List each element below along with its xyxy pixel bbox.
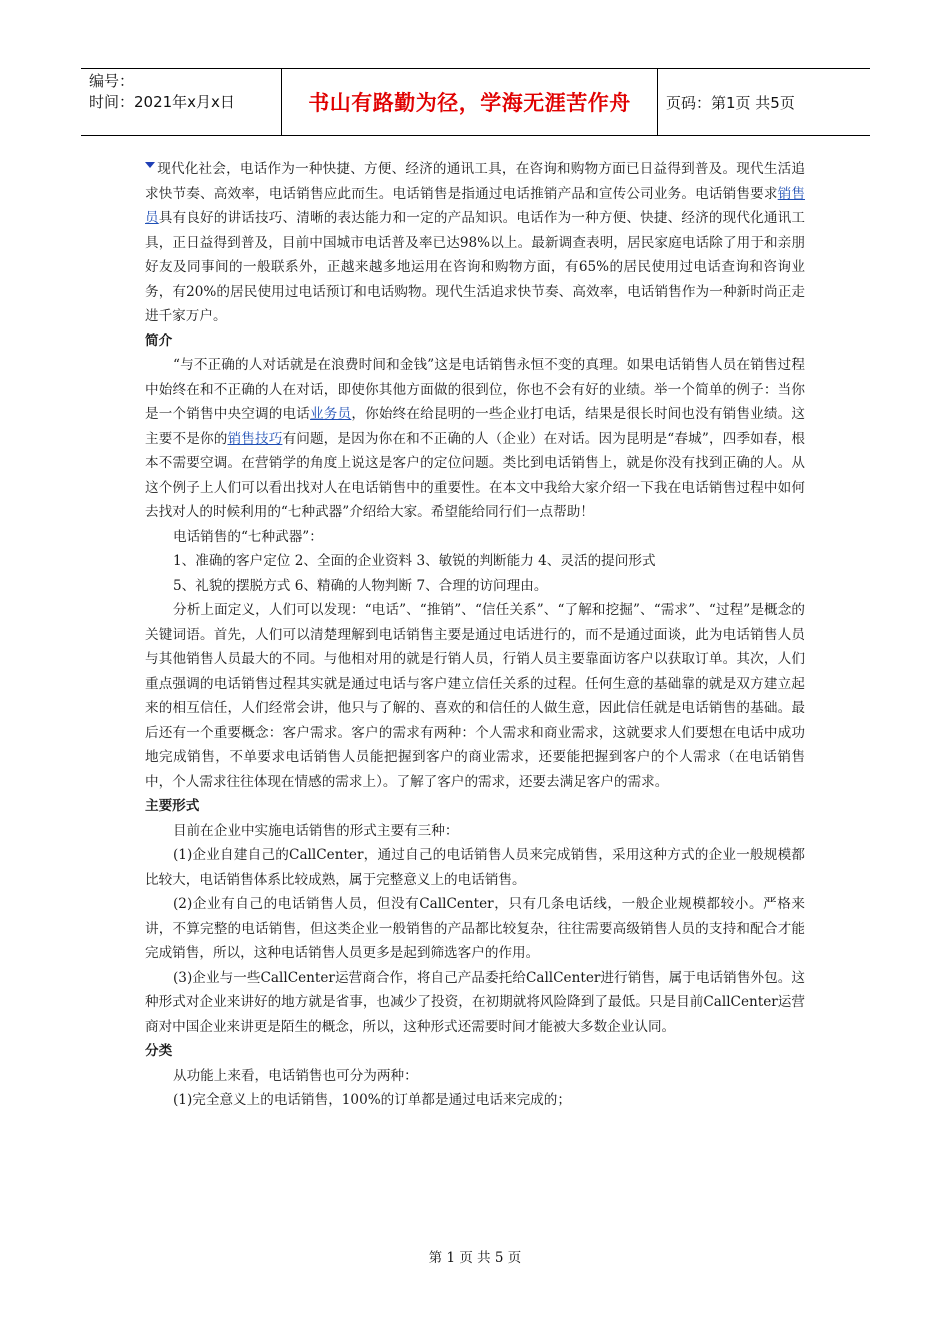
link-salesperson[interactable]: 销售员 [145,185,806,226]
section-title-forms: 主要形式 [145,798,200,814]
section-title-intro: 简介 [145,332,173,349]
section2-paragraph-4: (3)企业与一些CallCenter运营商合作，将自己产品委托给CallCenter进行销售，属于电话销售外包。这种形式对企业来讲好的地方就是省事，也减少了投资，在初期就将风险降到了最低。只是目前CallCenter运营商对中国企业来讲更是陌生的概念，所以，这种形式还需要时间才能被大多数企业认同。 [145,969,805,1035]
section2-paragraph-3: (2)企业有自己的电话销售人员，但没有CallCenter，只有几条电话线，一般企业规模都较小。严格来讲，不算完整的电话销售，但这类企业一般销售的产品都比较复杂，往往需要高级销售人员的支持和配合才能完成销售，所以，这种电话销售人员更多是起到筛选客户的作用。 [145,896,805,961]
header-page-info: 页码：第1页 共5页 [666,93,795,112]
header-table [81,68,870,136]
section-title-categories: 分类 [145,1043,173,1059]
link-business-rep[interactable]: 业务员 [310,406,352,422]
section1-paragraph-3: 1、准确的客户定位 2、全面的企业资料 3、敏锐的判断能力 4、灵活的提问形式 [173,553,656,569]
section1-paragraph-5: 分析上面定义，人们可以发现：“电话”、“推销”、“信任关系”、“了解和挖掘”、“需求”、“过程”是概念的关键词语。首先，人们可以清楚理解到电话销售主要是通过电话进行的，而不是通过面谈，此为电话销售人员与其他销售人员最大的不同。与他相对用的就是行销人员，行销人员主要靠面访客户以获取订单。其次，人们重点强调的电话销售过程其实就是通过电话与客户建立信任关系的过程。任何生意的基础靠的就是双方建立起来的相互信任，人们经常会讲，他只与了解的、喜欢的和信任的人做生意，因此信任就是电话销售的基础。最后还有一个重要概念：客户需求。客户的需求有两种：个人需求和商业需求，这就要求人们要想在电话中成功地完成销售，不单要求电话销售人员能把握到客户的商业需求，还要能把握到客户的个人需求（在电话销售中，个人需求往往体现在情感的需求上）。了解了客户的需求，还要去满足客户的需求。 [145,602,805,790]
section1-paragraph-4: 5、礼貌的摆脱方式 6、精确的人物判断 7、合理的访问理由。 [173,577,548,594]
document-body [145,157,805,1113]
header-meta [81,69,281,135]
page-footer: 第 1 页 共 5 页 [428,1250,522,1266]
intro-paragraph: 现代化社会，电话作为一种快捷、方便、经济的通讯工具，在咨询和购物方面已日益得到普及。现代生活追求快节奏、高效率，电话销售应此而生。电话销售是指通过电话推销产品和宣传公司业务。电话销售要求销售员具有良好的讲话技巧、清晰的表达能力和一定的产品知识。电话作为一种方便、快捷、经济的现代化通讯工具，正日益得到普及，目前中国城市电话普及率已达98%以上。最新调查表明，居民家庭电话除了用于和亲朋好友及同事间的一般联系外，正越来越多地运用在咨询和购物方面，有65%的居民使用过电话查询和咨询业务，有20%的居民使用过电话预订和电话购物。现代生活追求快节奏、高效率，电话销售作为一种新时尚正走进千家万户。 [145,161,806,324]
header-motto: 书山有路勤为径，学海无涯苦作舟 [281,69,658,135]
link-sales-skills[interactable]: 销售技巧 [227,430,283,447]
anchor-marker-icon[interactable] [145,162,155,168]
section2-paragraph-1: 目前在企业中实施电话销售的形式主要有三种： [173,822,459,839]
number-label: 编号： [89,72,135,90]
section1-paragraph-1: “与不正确的人对话就是在浪费时间和金钱”这是电话销售永恒不变的真理。如果电话销售人员在销售过程中始终在和不正确的人在对话，即使你其他方面做的很到位，你也不会有好的业绩。举一个简单的例子：当你是一个销售中央空调的电话业务员，你始终在给昆明的一些企业打电话，结果是很长时间也没有销售业绩。这主要不是你的销售技巧有问题，是因为你在和不正确的人（企业）在对话。因为昆明是“春城”，四季如春，根本不需要空调。在营销学的角度上说这是客户的定位问题。类比到电话销售上，就是你没有找到正确的人。从这个例子上人们可以看出找对人在电话销售中的重要性。在本文中我给大家介绍一下我在电话销售过程中如何去找对人的时候利用的“七种武器”介绍给大家。希望能给同行们一点帮助！ [145,357,806,520]
section3-paragraph-2: (1)完全意义上的电话销售，100%的订单都是通过电话来完成的； [173,1092,571,1108]
section2-paragraph-2: (1)企业自建自己的CallCenter，通过自己的电话销售人员来完成销售，采用这种方式的企业一般规模都比较大，电话销售体系比较成熟，属于完整意义上的电话销售。 [145,847,805,888]
section1-paragraph-2: 电话销售的“七种武器”： [173,528,323,545]
section3-paragraph-1: 从功能上来看，电话销售也可分为两种： [173,1067,418,1084]
time-label: 时间：2021年x月x日 [89,93,235,111]
